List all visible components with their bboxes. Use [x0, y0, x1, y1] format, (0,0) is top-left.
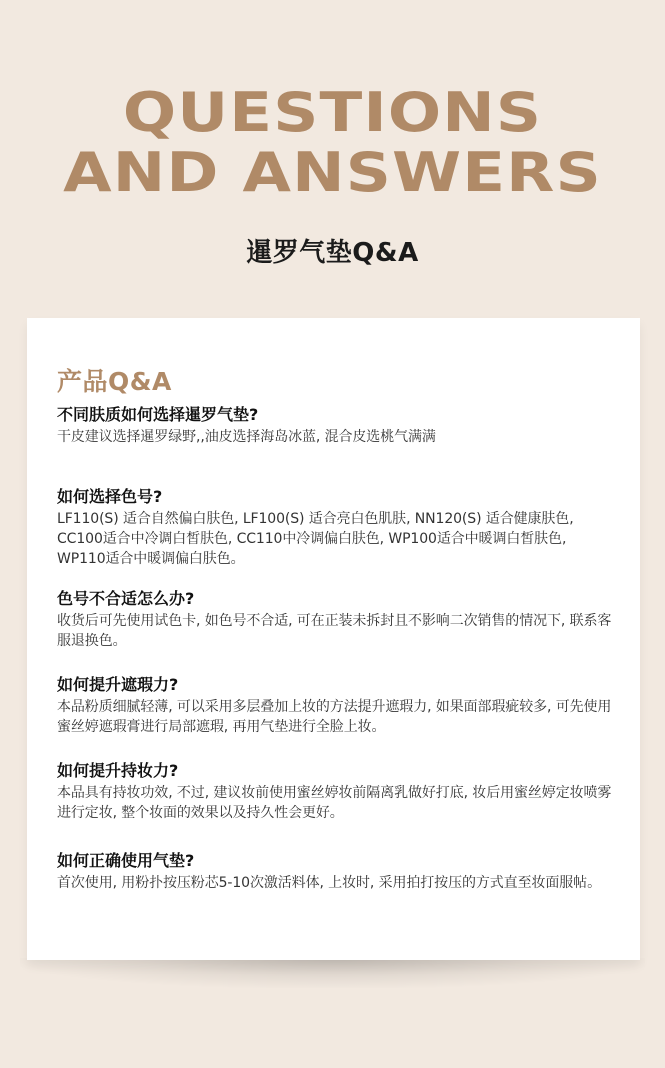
hero-title-line-2: AND ANSWERS	[63, 141, 602, 204]
qa-item-skin-type	[57, 404, 613, 447]
answer-text: LF110(S) 适合自然偏白肤色, LF100(S) 适合亮白色肌肤, NN120(S) 适合健康肤色, CC100适合中冷调白皙肤色, CC110中冷调偏白肤色, WP100适合中暖调白皙肤色, WP110适合中暖调偏白肤色。	[57, 511, 574, 567]
question-text: 如何选择色号?	[57, 487, 163, 506]
qa-item-usage	[57, 850, 613, 893]
qa-item-wrong-shade	[57, 588, 613, 651]
section-title: 产品Q&A	[57, 367, 172, 396]
page-subtitle: 暹罗气垫Q&A	[246, 238, 419, 268]
answer-text: 本品粉质细腻轻薄, 可以采用多层叠加上妆的方法提升遮瑕力, 如果面部瑕疵较多, 可先使用蜜丝婷遮瑕膏进行局部遮瑕, 再用气垫进行全脸上妆。	[57, 699, 612, 735]
question-text: 如何提升持妆力?	[57, 761, 179, 780]
qa-card	[27, 318, 640, 960]
question-text: 如何提升遮瑕力?	[57, 675, 179, 694]
qa-item-coverage	[57, 674, 613, 737]
answer-text: 收货后可先使用试色卡, 如色号不合适, 可在正装未拆封且不影响二次销售的情况下, 联系客服退换色。	[57, 613, 612, 649]
card-shadow	[20, 958, 645, 988]
question-text: 如何正确使用气垫?	[57, 851, 195, 870]
question-text: 色号不合适怎么办?	[57, 589, 195, 608]
qa-item-longevity	[57, 760, 613, 823]
answer-text: 本品具有持妆功效, 不过, 建议妆前使用蜜丝婷妆前隔离乳做好打底, 妆后用蜜丝婷定妆喷雾进行定妆, 整个妆面的效果以及持久性会更好。	[57, 785, 612, 821]
answer-text: 干皮建议选择暹罗绿野,,油皮选择海岛冰蓝, 混合皮选桃气满满	[57, 429, 436, 445]
qa-item-shade	[57, 486, 613, 569]
question-text: 不同肤质如何选择暹罗气垫?	[57, 405, 259, 424]
answer-text: 首次使用, 用粉扑按压粉芯5-10次激活料体, 上妆时, 采用拍打按压的方式直至妆面服帖。	[57, 875, 601, 891]
hero-title-line-1: QUESTIONS	[122, 81, 543, 144]
